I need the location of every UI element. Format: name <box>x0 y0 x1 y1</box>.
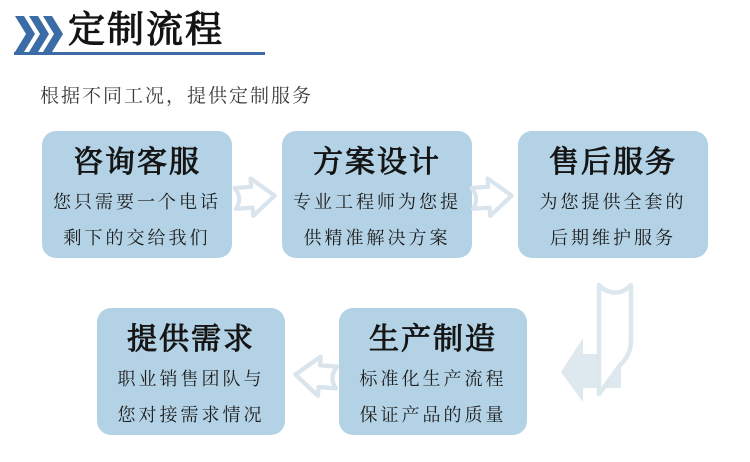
step-box-production-manufacturing <box>339 308 527 435</box>
step-desc-line: 专业工程师为您提 <box>293 192 461 213</box>
step-desc-line: 剩下的交给我们 <box>63 228 211 249</box>
step-desc-line: 后期维护服务 <box>550 228 676 249</box>
step-box-provide-requirements <box>97 308 285 435</box>
step-title: 生产制造 <box>369 323 497 356</box>
intro-text: 根据不同工况，提供定制服务 <box>40 86 314 107</box>
step-title: 提供需求 <box>127 323 255 356</box>
step-desc-line: 您只需要一个电话 <box>53 192 221 213</box>
step-title: 方案设计 <box>313 146 441 179</box>
curved-ribbon-arrow-down-left-icon <box>553 282 653 406</box>
step-desc-line: 供精准解决方案 <box>303 228 451 249</box>
step-desc-line: 保证产品的质量 <box>359 405 507 426</box>
hollow-arrow-right-icon <box>229 171 280 222</box>
step-box-solution-design <box>282 131 472 258</box>
step-box-after-sales-service <box>518 131 708 258</box>
step-desc-line: 您对接需求情况 <box>117 405 265 426</box>
step-title: 咨询客服 <box>73 146 201 179</box>
page-title: 定制流程 <box>68 9 224 50</box>
step-desc-line: 职业销售团队与 <box>117 369 265 390</box>
hollow-arrow-right-icon <box>466 171 517 222</box>
step-desc-line: 为您提供全套的 <box>539 192 687 213</box>
triple-chevron-right-icon <box>15 16 63 52</box>
step-desc-line: 标准化生产流程 <box>359 369 507 390</box>
step-title: 售后服务 <box>549 146 677 179</box>
title-underline <box>14 52 265 55</box>
hollow-arrow-left-icon <box>289 349 342 402</box>
step-box-consult-service <box>42 131 232 258</box>
